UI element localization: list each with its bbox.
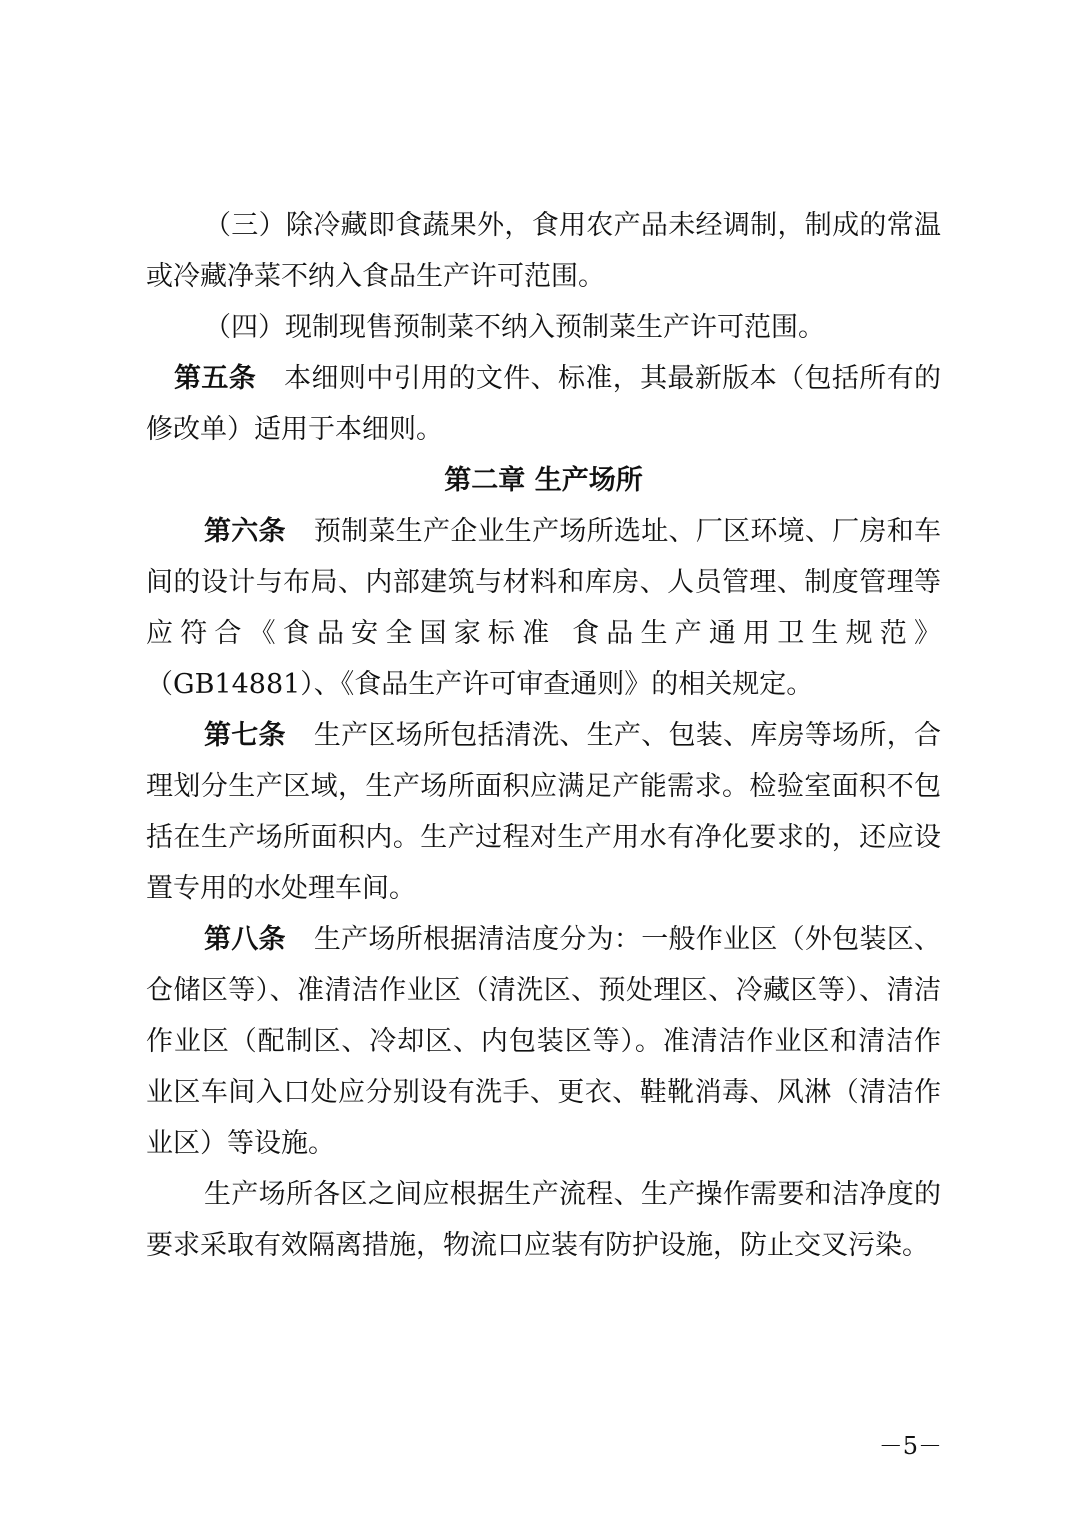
chapter-2-title: 第二章 生产场所 — [444, 465, 643, 496]
article-5 — [146, 353, 941, 455]
paragraph-item-4: （四）现制现售预制菜不纳入预制菜生产许可范围。 — [204, 312, 825, 343]
article-6 — [146, 506, 941, 710]
article-5-title: 第五条 — [174, 363, 257, 394]
article-7-title: 第七条 — [204, 720, 286, 751]
page-number: －5－ — [878, 1432, 942, 1460]
article-7 — [146, 710, 941, 914]
article-7-text: 生产区场所包括清洗、生产、包装、库房等场所，合理划分生产区域，生产场所面积应满足产能需求。检验室面积不包括在生产场所面积内。生产过程对生产用水有净化要求的，还应设置专用的水处理车间。 — [146, 720, 942, 904]
article-8-text: 生产场所根据清洁度分为：一般作业区（外包装区、仓储区等）、准清洁作业区（清洗区、预处理区、冷藏区等）、清洁作业区（配制区、冷却区、内包装区等）。准清洁作业区和清洁作业区车间入口处应分别设有洗手、更衣、鞋靴消毒、风淋（清洁作业区）等设施。 — [146, 924, 942, 1159]
article-8 — [146, 914, 941, 1169]
paragraph-item-3: （三）除冷藏即食蔬果外，食用农产品未经调制，制成的常温或冷藏净菜不纳入食品生产许可范围。 — [146, 210, 941, 292]
article-8-title: 第八条 — [204, 924, 286, 955]
article-5-text: 本细则中引用的文件、标准，其最新版本（包括所有的修改单）适用于本细则。 — [146, 363, 942, 445]
document-body — [146, 200, 941, 1271]
article-6-title: 第六条 — [204, 516, 286, 547]
article-8-paragraph-2: 生产场所各区之间应根据生产流程、生产操作需要和洁净度的要求采取有效隔离措施，物流口应装有防护设施，防止交叉污染。 — [146, 1179, 941, 1261]
article-6-text: 预制菜生产企业生产场所选址、厂区环境、厂房和车间的设计与布局、内部建筑与材料和库房、人员管理、制度管理等应符合《食品安全国家标准 食品生产通用卫生规范》（GB14881）、《食品生产许可审查通则》的相关规定。 — [146, 516, 942, 700]
